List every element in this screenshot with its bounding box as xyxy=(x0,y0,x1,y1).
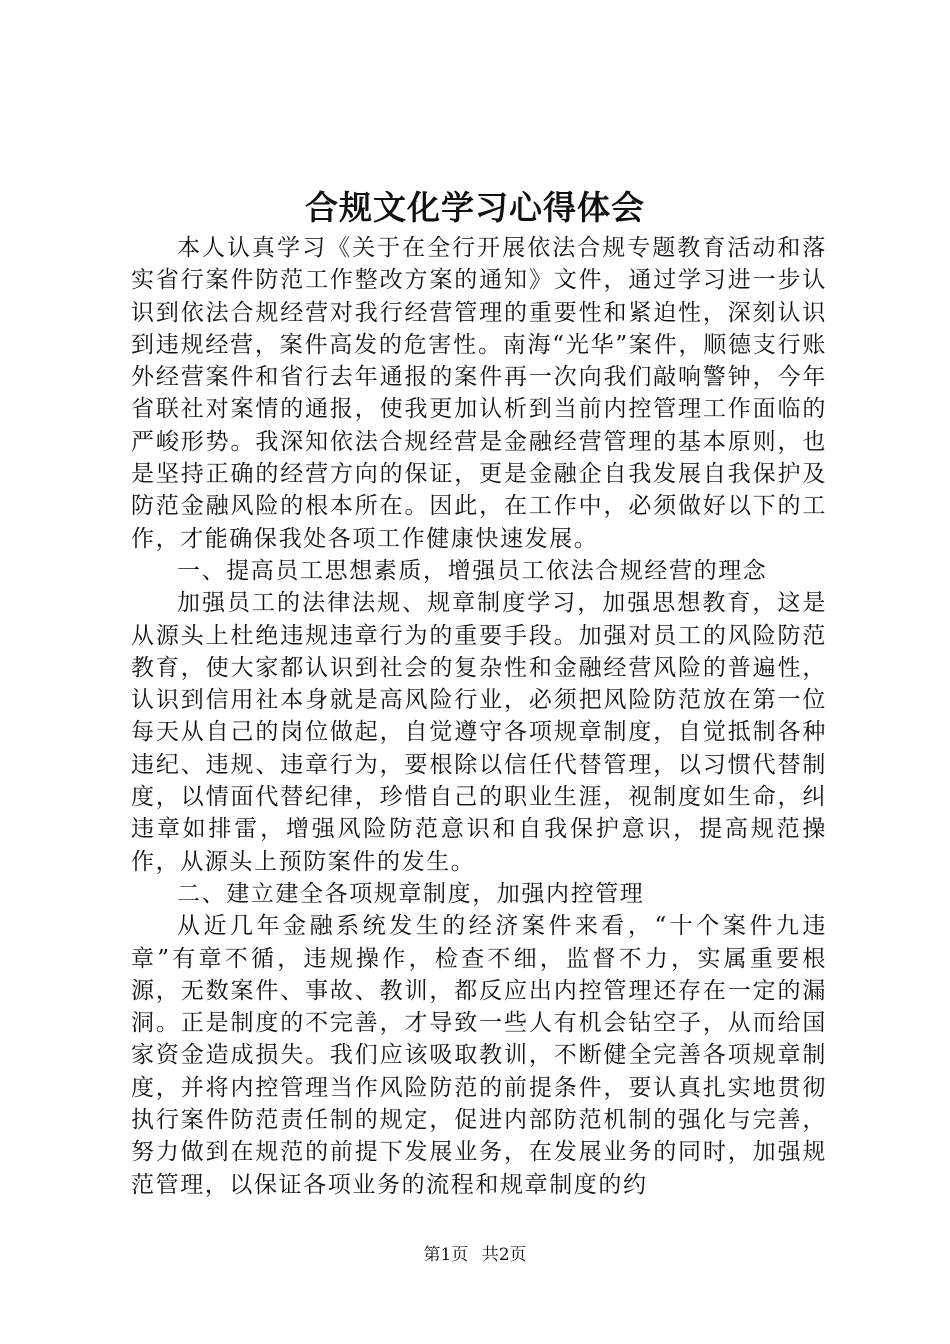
section-heading-1: 一、提高员工思想素质，增强员工依法合规经营的理念 xyxy=(177,557,768,584)
page-number: 第1页 xyxy=(423,1245,469,1265)
paragraph-section-2: 从近几年金融系统发生的经济案件来看，“十个案件九违章”有章不循，违规操作，检查不细，监督不力，实属重要根源，无数案件、事故、教训，都反应出内控管理还存在一定的漏洞。正是制度的不完善，才导致一些人有机会钻空子，从而给国家资金造成损失。我们应该吸取教训，不断健全完善各项规章制度，并将内控管理当作风险防范的前提条件，要认真扎实地贯彻执行案件防范责任制的规定，促进内部防范机制的强化与完善，努力做到在规范的前提下发展业务，在发展业务的同时，加强规范管理，以保证各项业务的流程和规章制度的约 xyxy=(131,913,827,1198)
document-title: 合规文化学习心得体会 xyxy=(305,188,645,227)
document-body xyxy=(131,232,827,1201)
section-heading-2: 二、建立建全各项规章制度，加强内控管理 xyxy=(177,880,645,907)
paragraph-intro: 本人认真学习《关于在全行开展依法合规专题教育活动和落实省行案件防范工作整改方案的通知》文件，通过学习进一步认识到依法合规经营对我行经营管理的重要性和紧迫性，深刻认识到违规经营，案件高发的危害性。南海“光华”案件，顺德支行账外经营案件和省行去年通报的案件再一次向我们敲响警钟，今年省联社对案情的通报，使我更加认析到当前内控管理工作面临的严峻形势。我深知依法合规经营是金融经营管理的基本原则，也是坚持正确的经营方向的保证，更是金融企自我发展自我保护及防范金融风险的根本所在。因此，在工作中，必须做好以下的工作，才能确保我处各项工作健康快速发展。 xyxy=(131,235,827,552)
page-footer xyxy=(0,1244,950,1266)
page-total: 共2页 xyxy=(481,1245,527,1265)
paragraph-section-1: 加强员工的法律法规、规章制度学习，加强思想教育，这是从源头上杜绝违规违章行为的重要手段。加强对员工的风险防范教育，使大家都认识到社会的复杂性和金融经营风险的普遍性，认识到信用社本身就是高风险行业，必须把风险防范放在第一位每天从自己的岗位做起，自觉遵守各项规章制度，自觉抵制各种违纪、违规、违章行为，要根除以信任代替管理，以习惯代替制度，以情面代替纪律，珍惜自己的职业生涯，视制度如生命，纠违章如排雷，增强风险防范意识和自我保护意识，提高规范操作，从源头上预防案件的发生。 xyxy=(131,590,827,875)
